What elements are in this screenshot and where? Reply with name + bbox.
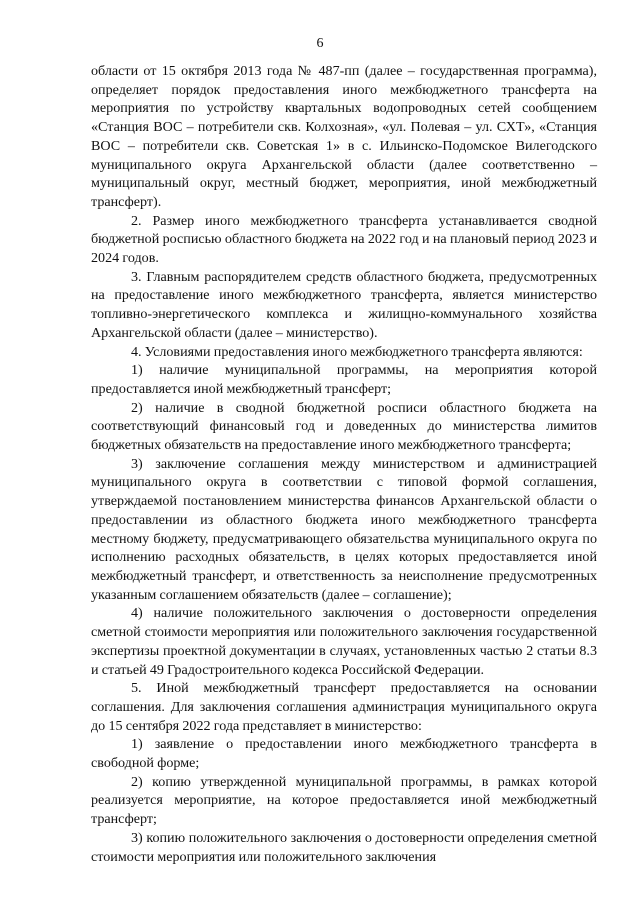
paragraph-item-4: 4. Условиями предоставления иного межбюджетного трансферта являются:	[131, 343, 583, 360]
paragraph-condition-2: 2) наличие в сводной бюджетной росписи областного бюджета на соответствующий финансовый год и доведенных до министерства лимитов бюджетных обязательств на предоставление иного межбюджетного трансферта;	[91, 399, 597, 454]
paragraph-condition-4: 4) наличие положительного заключения о достоверности определения сметной стоимости мероприятия или положительного заключения государственной экспертизы проектной документации в случаях, установленных частью 2 статьи 8.3 и статьей 49 Градостроительного кодекса Российской Федерации.	[91, 605, 597, 678]
paragraph-document-1: 1) заявление о предоставлении иного межбюджетного трансферта в свободной форме;	[91, 736, 597, 772]
paragraph-intro: области от 15 октября 2013 года № 487-пп (далее – государственная программа), определяет порядок предоставления иного межбюджетного трансферта на мероприятия по устройству квартальных водопроводных сетей сообщением «Станция ВОС – потребители скв. Колхозная», «ул. Полевая – ул. СХТ», «Станция ВОС – потребители скв. Советская 1» в с. Ильинско-Подомское Вилегодского муниципального округа Архангельской области (далее соответственно – муниципальный округ, местный бюджет, мероприятия, иной межбюджетный трансферт).	[91, 63, 597, 210]
page-number: 6	[316, 36, 324, 51]
paragraph-item-3: 3. Главным распорядителем средств областного бюджета, предусмотренных на предоставление иного межбюджетного трансферта, является министерство топливно-энергетического комплекса и жилищно-коммунального хозяйства Архангельской области (далее – министерство).	[91, 268, 597, 341]
paragraph-condition-3: 3) заключение соглашения между министерством и администрацией муниципального округа в соответствии с типовой формой соглашения, утверждаемой постановлением министерства финансов Архангельской области о предоставлении из областного бюджета иного межбюджетного трансферта местному бюджету, предусматривающего обязательства муниципального округа по исполнению расходных обязательств, в целях которых предоставляется иной межбюджетный трансферт, и ответственность за неисполнение предусмотренных указанным соглашением обязательств (далее – соглашение);	[91, 455, 597, 603]
paragraph-document-2: 2) копию утвержденной муниципальной программы, в рамках которой реализуется мероприятие, на которое предоставляется иной межбюджетный трансферт;	[91, 773, 597, 828]
paragraph-condition-1: 1) наличие муниципальной программы, на мероприятия которой предоставляется иной межбюджетный трансферт;	[91, 362, 597, 397]
paragraph-document-3: 3) копию положительного заключения о достоверности определения сметной стоимости мероприятия или положительного заключения	[91, 829, 597, 865]
body-text	[91, 62, 597, 866]
paragraph-item-2: 2. Размер иного межбюджетного трансферта устанавливается сводной бюджетной росписью областного бюджета на 2022 год и на плановый период 2023 и 2024 годов.	[91, 212, 597, 267]
paragraph-item-5: 5. Иной межбюджетный трансферт предоставляется на основании соглашения. Для заключения соглашения администрация муниципального округа до 15 сентября 2022 года представляет в министерство:	[91, 680, 597, 734]
